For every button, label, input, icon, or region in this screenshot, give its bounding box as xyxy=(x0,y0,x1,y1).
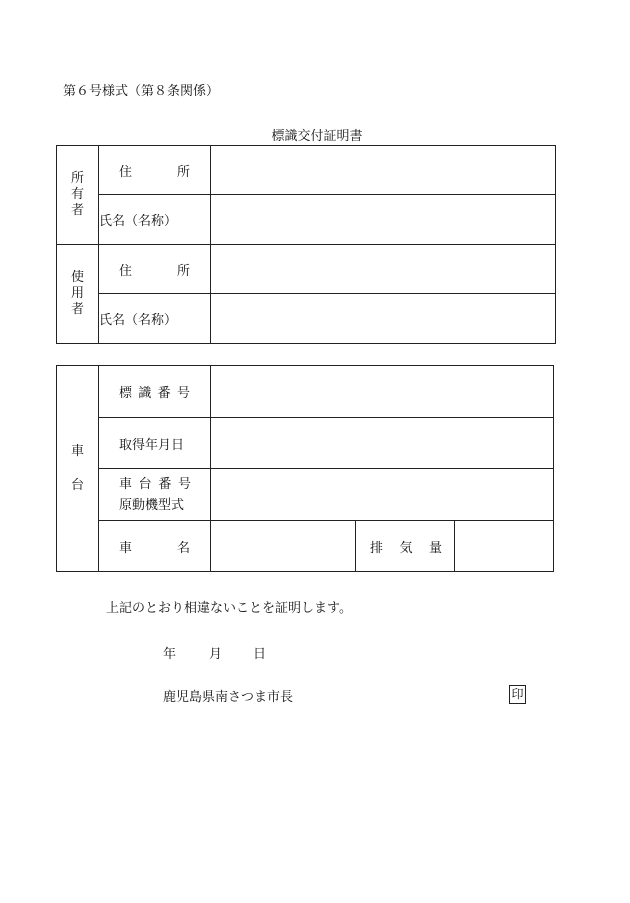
vehicle-group-label: 車 台 xyxy=(57,366,99,572)
car-name-label: 車 名 xyxy=(99,521,211,572)
date-line xyxy=(163,643,266,662)
date-year-label: 年 xyxy=(163,647,177,662)
owner-address-field[interactable] xyxy=(211,146,556,195)
owner-address-label: 住 所 xyxy=(99,146,211,195)
acquired-date-label: 取得年月日 xyxy=(99,418,211,469)
user-name-field[interactable] xyxy=(211,294,556,344)
plate-number-label: 標 識 番 号 xyxy=(99,366,211,418)
user-name-label: 氏名（名称） xyxy=(99,294,211,344)
chassis-engine-field[interactable] xyxy=(211,469,554,521)
plate-number-field[interactable] xyxy=(211,366,554,418)
date-day-label: 日 xyxy=(253,647,267,662)
user-address-field[interactable] xyxy=(211,245,556,294)
owner-name-label: 氏名（名称） xyxy=(99,195,211,245)
acquired-date-field[interactable] xyxy=(211,418,554,469)
car-name-field[interactable] xyxy=(211,521,356,572)
owner-user-table xyxy=(56,145,556,344)
issuer-name: 鹿児島県南さつま市長 xyxy=(163,690,294,705)
displacement-label: 排 気 量 xyxy=(356,521,455,572)
form-number: 第６号様式（第８条関係） xyxy=(63,84,220,99)
user-group-label: 使 用 者 xyxy=(57,245,99,344)
owner-name-field[interactable] xyxy=(211,195,556,245)
seal-stamp-box: 印 xyxy=(509,685,526,704)
displacement-field[interactable] xyxy=(455,521,554,572)
chassis-engine-label: 車 台 番 号 原動機型式 xyxy=(99,469,211,521)
document-title: 標識交付証明書 xyxy=(271,129,363,144)
owner-group-label: 所 有 者 xyxy=(57,146,99,245)
date-month-label: 月 xyxy=(209,647,223,662)
vehicle-table xyxy=(56,365,554,572)
user-address-label: 住 所 xyxy=(99,245,211,294)
certification-statement: 上記のとおり相違ないことを証明します。 xyxy=(106,601,352,616)
